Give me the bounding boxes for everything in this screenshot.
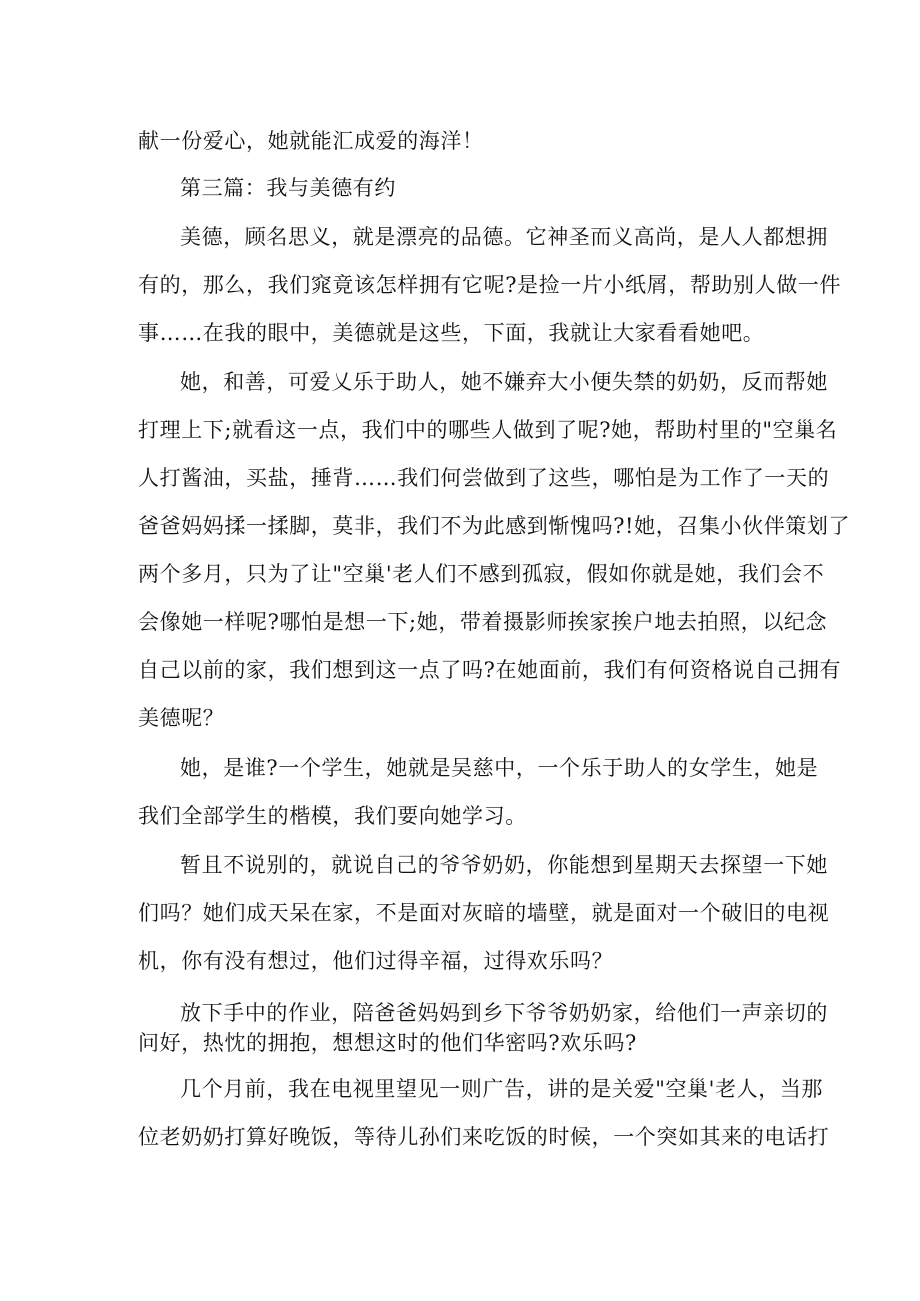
- paragraph-2-line-2: 打理上下;就看这一点，我们中的哪些人做到了呢?她，帮助村里的"空巢名: [138, 418, 838, 442]
- paragraph-1-line-2: 有的，那么，我们窕竟该怎样拥有它呢?是捡一片小纸屑，帮助别人做一件: [138, 273, 842, 297]
- paragraph-2-line-8: 美德呢？: [138, 706, 225, 730]
- paragraph-2-line-1: 她，和善，可爱乂乐于助人，她不嫌弃大小便失禁的奶奶，反而帮她: [180, 370, 828, 394]
- paragraph-3-line-1: 她，是谁?一个学生，她就是吴慈中，一个乐于助人的女学生，她是: [180, 756, 819, 780]
- paragraph-2-line-4: 爸爸妈妈揉一揉脚，莫非，我们不为此感到惭愧吗?!她，召集小伙伴策划了: [138, 514, 851, 538]
- text-line-1: 献一份爱心，她就能汇成爱的海洋！: [138, 129, 484, 153]
- paragraph-2-line-5: 两个多月，只为了让"空巢'老人们不感到孤寂，假如你就是她，我们会不: [138, 562, 825, 586]
- paragraph-6-line-2: 位老奶奶打算好晚饭，等待儿孙们来吃饭的时候，一个突如其来的电话打: [138, 1125, 830, 1149]
- paragraph-3-line-2: 我们全部学生的楷模，我们要向她学习。: [138, 804, 527, 828]
- paragraph-2-line-3: 人打酱油，买盐，捶背……我们何尝做到了这些，哪怕是为工作了一天的: [138, 466, 830, 490]
- paragraph-1-line-1: 美德，顾名思义，就是漂亮的品德。它神圣而义高尚，是人人都想拥: [180, 225, 828, 249]
- paragraph-4-line-3: 机，你有没有想过，他们过得辛福，过得欢乐吗？: [138, 949, 614, 973]
- paragraph-4-line-1: 暂且不说别的，就说自己的爷爷奶奶，你能想到星期天去探望一下她: [180, 853, 828, 877]
- paragraph-1-line-3: 事……在我的眼中，美德就是这些，下面，我就让大家看看她吧。: [138, 321, 765, 345]
- paragraph-5-line-2: 问好，热忱的拥抱，想想这时的他们华密吗?欢乐吗?: [138, 1031, 637, 1055]
- paragraph-4-line-2: 们吗？她们成天呆在家，不是面对灰暗的墙壁，就是面对一个破旧的电视: [138, 901, 830, 925]
- paragraph-2-line-6: 会像她一样呢?哪怕是想一下;她，带着摄影师挨家挨户地去拍照，以纪念: [138, 610, 828, 634]
- paragraph-6-line-1: 几个月前，我在电视里望见一则广告，讲的是关爱"空巢'老人，当那: [180, 1077, 824, 1101]
- paragraph-5-line-1: 放下手中的作业，陪爸爸妈妈到乡下爷爷奶奶家，给他们一声亲切的: [180, 1001, 828, 1025]
- section-heading: 第三篇：我与美德有约: [180, 176, 396, 200]
- paragraph-2-line-7: 自己以前的家，我们想到这一点了吗?在她面前，我们有何资格说自己拥有: [138, 658, 842, 682]
